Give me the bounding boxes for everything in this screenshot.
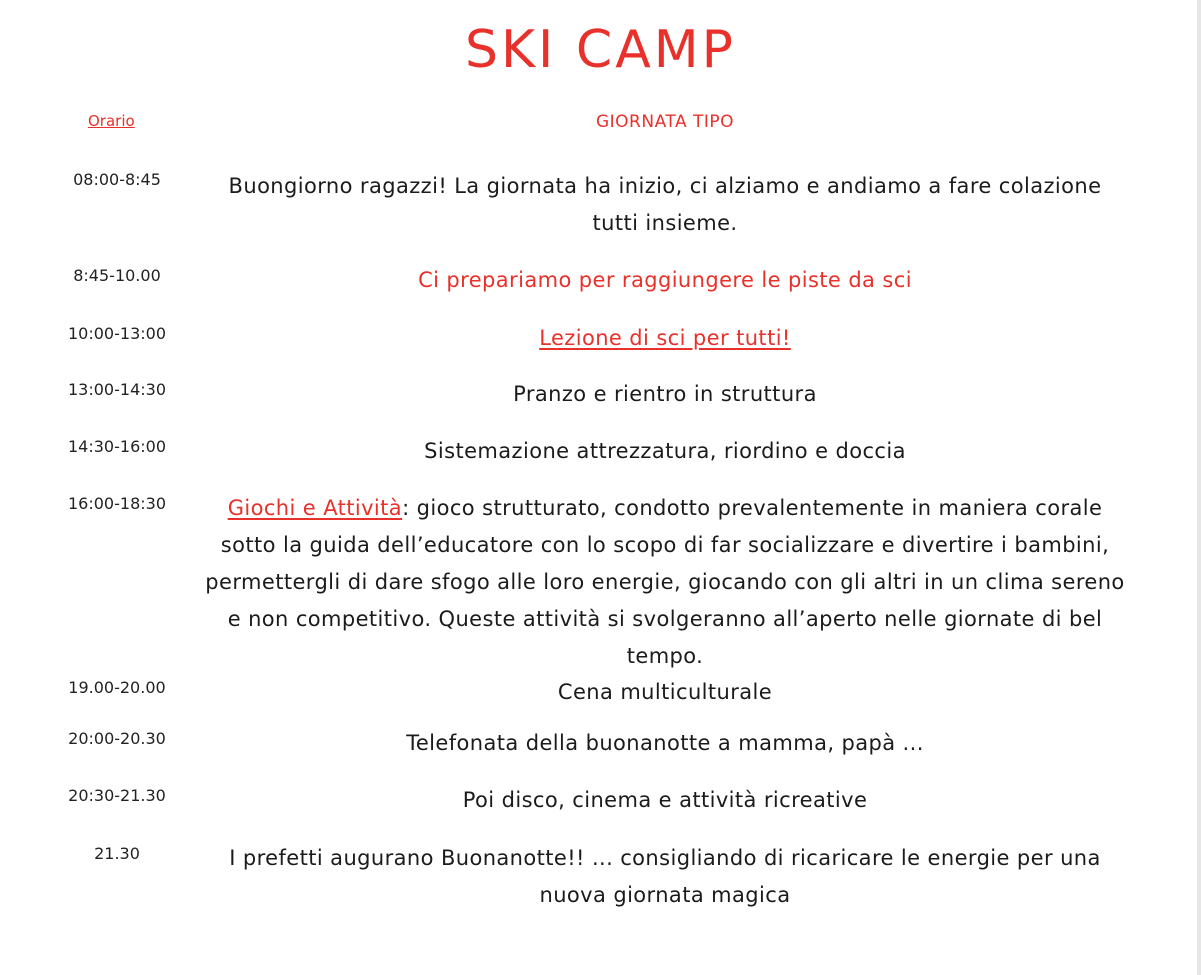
time-column-header: Orario [88,112,135,130]
row-activity: I prefetti augurano Buonanotte!! ... consigliando di ricaricare le energie per una nuova giornata magica [229,846,1101,907]
row-activity: Cena multiculturale [557,680,773,704]
row-activity: Telefonata della buonanotte a mamma, papà ... [406,731,924,755]
row-time: 08:00-8:45 [73,170,161,189]
row-activity: Buongiorno ragazzi! La giornata ha inizio, ci alziamo e andiamo a fare colazione tutti insieme. [228,174,1102,235]
row-time: 13:00-14:30 [68,380,166,399]
page-title: SKI CAMP [464,20,737,80]
row-time: 10:00-13:00 [68,324,166,343]
row-time: 20:00-20.30 [68,729,166,748]
row-activity: Poi disco, cinema e attività ricreative [462,788,868,812]
row-activity [200,490,1130,675]
row-activity: Ci prepariamo per raggiungere le piste da sci [418,268,912,292]
row-time: 21.30 [94,844,140,863]
row-time: 14:30-16:00 [68,437,166,456]
ski-lesson-highlight: Lezione di sci per tutti! [539,326,791,350]
row-activity: Sistemazione attrezzatura, riordino e doccia [424,439,906,463]
row-time: 16:00-18:30 [68,494,166,513]
games-activities-highlight: Giochi e Attività [227,496,403,520]
row-activity: Pranzo e rientro in struttura [513,382,817,406]
games-activities-description: : gioco strutturato, condotto prevalentemente in maniera corale sotto la guida dell’educatore con lo scopo di far socializzare e divertire i bambini, permettergli di dare sfogo alle loro energie, giocando con gli altri in un clima sereno e non competitivo. Queste attività si svolgeranno all’aperto nelle giornate di bel tempo. [205,496,1125,668]
row-time: 19.00-20.00 [68,678,166,697]
row-activity [200,320,1130,357]
day-column-header: GIORNATA TIPO [595,112,735,132]
row-time: 8:45-10.00 [73,266,161,285]
page-edge [1197,0,1201,975]
row-time: 20:30-21.30 [68,786,166,805]
